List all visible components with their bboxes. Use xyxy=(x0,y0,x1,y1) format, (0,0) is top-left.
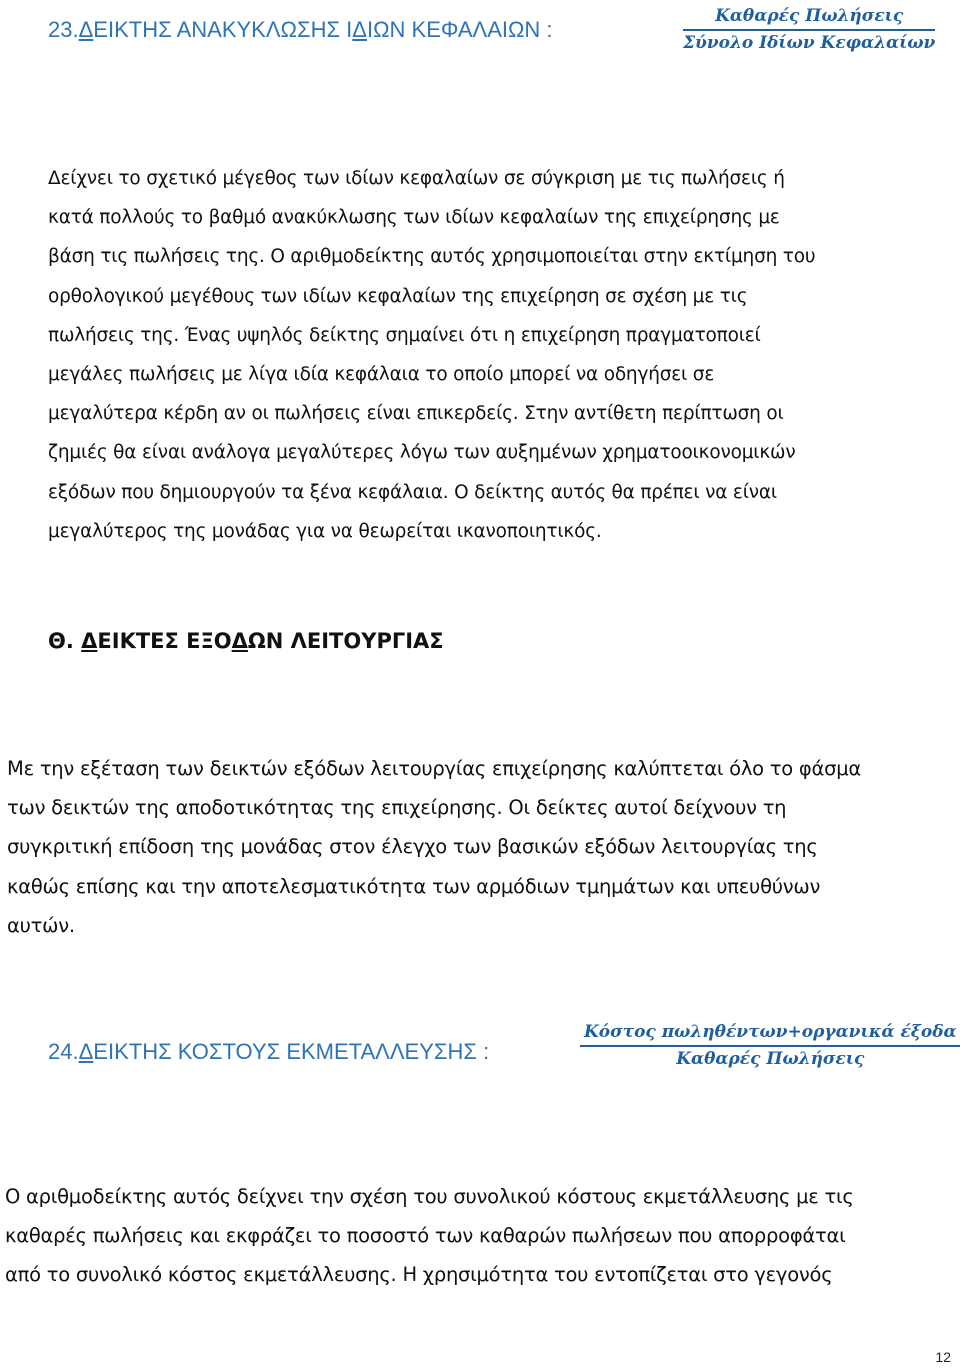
text-line: καθώς επίσης και την αποτελεσματικότητα των αρμόδιων τμημάτων και υπευθύνων xyxy=(7,874,821,898)
section-title-part: ΕΙΚΤΕΣ ΕΞΟ xyxy=(97,629,232,653)
text-line: καθαρές πωλήσεις και εκφράζει το ποσοστό των καθαρών πωλήσεων που απορροφάται xyxy=(5,1224,846,1248)
formula-numerator: Κόστος πωληθέντων+οργανικά έξοδα xyxy=(580,1022,960,1047)
text-line: μεγάλες πωλήσεις με λίγα ιδία κεφάλαια το οποίο μπορεί να οδηγήσει σε xyxy=(48,364,715,386)
formula-denominator: Σύνολο Ιδίων Κεφαλαίων xyxy=(683,33,936,53)
text-line: πωλήσεις της. Ένας υψηλός δείκτης σημαίνει ότι η επιχείρηση πραγματοποιεί xyxy=(48,324,761,346)
text-line: Ο αριθμοδείκτης αυτός δείχνει την σχέση του συνολικού κόστους εκμετάλλευσης με τις xyxy=(5,1185,854,1208)
section-title-end: ΩΝ ΛΕΙΤΟΥΡΓΙΑΣ xyxy=(247,629,444,653)
text-line: ορθολογικού μεγέθους των ιδίων κεφαλαίων της επιχείρηση σε σχέση με τις xyxy=(48,285,748,307)
ratio-24-formula xyxy=(580,1022,960,1069)
ratio-23-underlined-letter-2: Δ xyxy=(352,17,367,42)
ratio-23-underlined-letter: Δ xyxy=(78,17,94,42)
ratio-23-heading xyxy=(48,17,553,43)
ratio-23-formula xyxy=(683,6,935,53)
text-line: ζημιές θα είναι ανάλογα μεγαλύτερες λόγω των αυξημένων χρηματοοικονομικών xyxy=(48,442,796,464)
ratio-24-title-part: ΕΙΚΤΗΣ ΚΟΣΤΟΥΣ ΕΚΜΕΤΑΛΛΕΥΣΗΣ : xyxy=(93,1039,490,1064)
ratio-23-title-end: ΙΩΝ ΚΕΦΑΛΑΙΩΝ : xyxy=(367,17,553,42)
ratio-23-number: 23. xyxy=(48,17,79,42)
text-line: μεγαλύτερος της μονάδας για να θεωρείται ικανοποιητικός. xyxy=(48,520,602,542)
text-line: συγκριτική επίδοση της μονάδας στον έλεγχο των βασικών εξόδων λειτουργίας της xyxy=(7,835,818,859)
section-underlined-letter: Δ xyxy=(81,629,98,653)
text-line: Με την εξέταση των δεικτών εξόδων λειτουργίας επιχείρησης καλύπτεται όλο το φάσμα xyxy=(7,757,861,780)
formula-denominator: Καθαρές Πωλήσεις xyxy=(676,1049,865,1069)
text-line: από το συνολικό κόστος εκμετάλλευσης. Η χρησιμότητα του εντοπίζεται στο γεγονός xyxy=(5,1263,833,1287)
ratio-24-number: 24. xyxy=(48,1039,79,1064)
section-letter: Θ. xyxy=(48,629,82,653)
text-line: Δείχνει το σχετικό μέγεθος των ιδίων κεφαλαίων σε σύγκριση με τις πωλήσεις ή xyxy=(48,168,785,189)
text-line: εξόδων που δημιουργούν τα ξένα κεφάλαια. Ο δείκτης αυτός θα πρέπει να είναι xyxy=(48,481,777,503)
section-underlined-letter-2: Δ xyxy=(231,629,248,653)
text-line: μεγαλύτερα κέρδη αν οι πωλήσεις είναι επικερδείς. Στην αντίθετη περίπτωση οι xyxy=(48,403,784,425)
ratio-24-description xyxy=(5,1177,854,1295)
section-theta-heading xyxy=(48,629,444,653)
text-line: κατά πολλούς το βαθμό ανακύκλωσης των ιδίων κεφαλαίων της επιχείρησης με xyxy=(48,207,780,229)
ratio-24-heading xyxy=(48,1039,489,1065)
text-line: αυτών. xyxy=(7,913,75,937)
section-theta-description xyxy=(7,749,861,945)
ratio-24-underlined-letter: Δ xyxy=(78,1039,94,1064)
formula-numerator: Καθαρές Πωλήσεις xyxy=(683,6,935,31)
text-line: των δεικτών της αποδοτικότητας της επιχείρησης. Οι δείκτες αυτοί δείχνουν τη xyxy=(7,796,787,820)
text-line: βάση τις πωλήσεις της. Ο αριθμοδείκτης αυτός χρησιμοποιείται στην εκτίμηση του xyxy=(48,246,816,268)
ratio-23-description xyxy=(48,159,815,551)
page-number: 12 xyxy=(935,1349,951,1365)
ratio-23-title-part: ΕΙΚΤΗΣ ΑΝΑΚΥΚΛΩΣΗΣ Ι xyxy=(93,17,353,42)
